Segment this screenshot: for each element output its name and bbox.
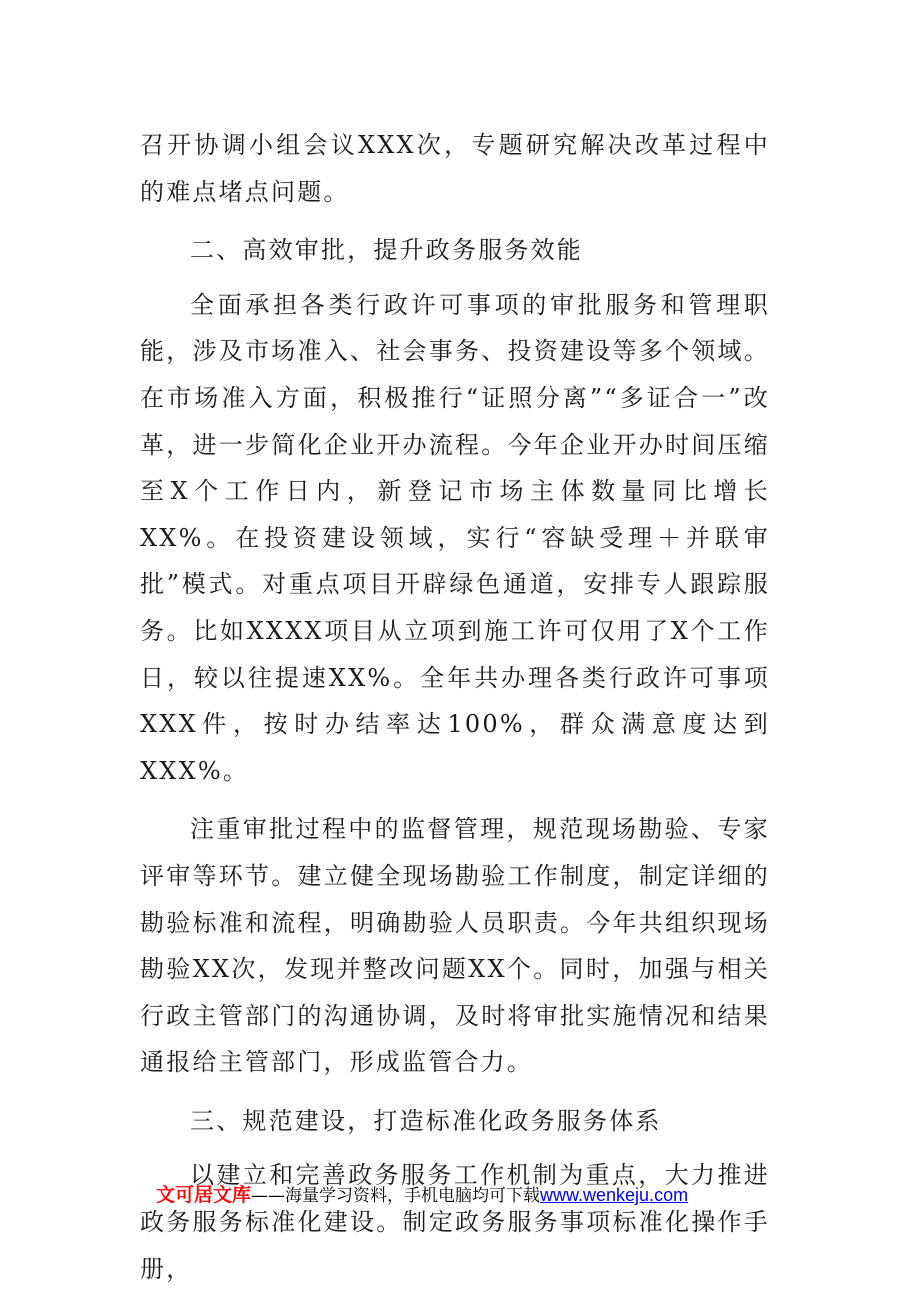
document-body [140,122,770,1304]
paragraph-supervision: 注重审批过程中的监督管理，规范现场勘验、专家评审等环节。建立健全现场勘验工作制度，制定详细的勘验标准和流程，明确勘验人员职责。今年共组织现场勘验XX次，发现并整改问题XX个。同时，加强与相关行政主管部门的沟通协调，及时将审批实施情况和结果通报给主管部门，形成监管合力。 [140,815,770,1077]
paragraph-continued: 召开协调小组会议XXX次，专题研究解决改革过程中的难点堵点问题。 [140,131,770,206]
paragraph-standardization: 以建立和完善政务服务工作机制为重点，大力推进政务服务标准化建设。制定政务服务事项标准化操作手册， [140,1161,770,1283]
paragraph-approval: 全面承担各类行政许可事项的审批服务和管理职能，涉及市场准入、社会事务、投资建设等多个领域。在市场准入方面，积极推行“证照分离”“多证合一”改革，进一步简化企业开办流程。今年企业开办时间压缩至X个工作日内，新登记市场主体数量同比增长XX%。在投资建设领域，实行“容缺受理＋并联审批”模式。对重点项目开辟绿色通道，安排专人跟踪服务。比如XXXX项目从立项到施工许可仅用了X个工作日，较以往提速XX%。全年共办理各类行政许可事项XXX件，按时办结率达100%，群众满意度达到XXX%。 [140,290,770,785]
footer-brand: 文可居文库 [156,1184,252,1206]
footer-watermark [156,1177,688,1214]
section-heading-3: 三、规范建设，打造标准化政务服务体系 [190,1106,662,1135]
footer-tagline: ——海量学习资料，手机电脑均可下载 [251,1186,541,1206]
footer-link[interactable]: www.wenkeju.com [540,1185,689,1205]
section-heading-2: 二、高效审批，提升政务服务效能 [190,236,583,265]
